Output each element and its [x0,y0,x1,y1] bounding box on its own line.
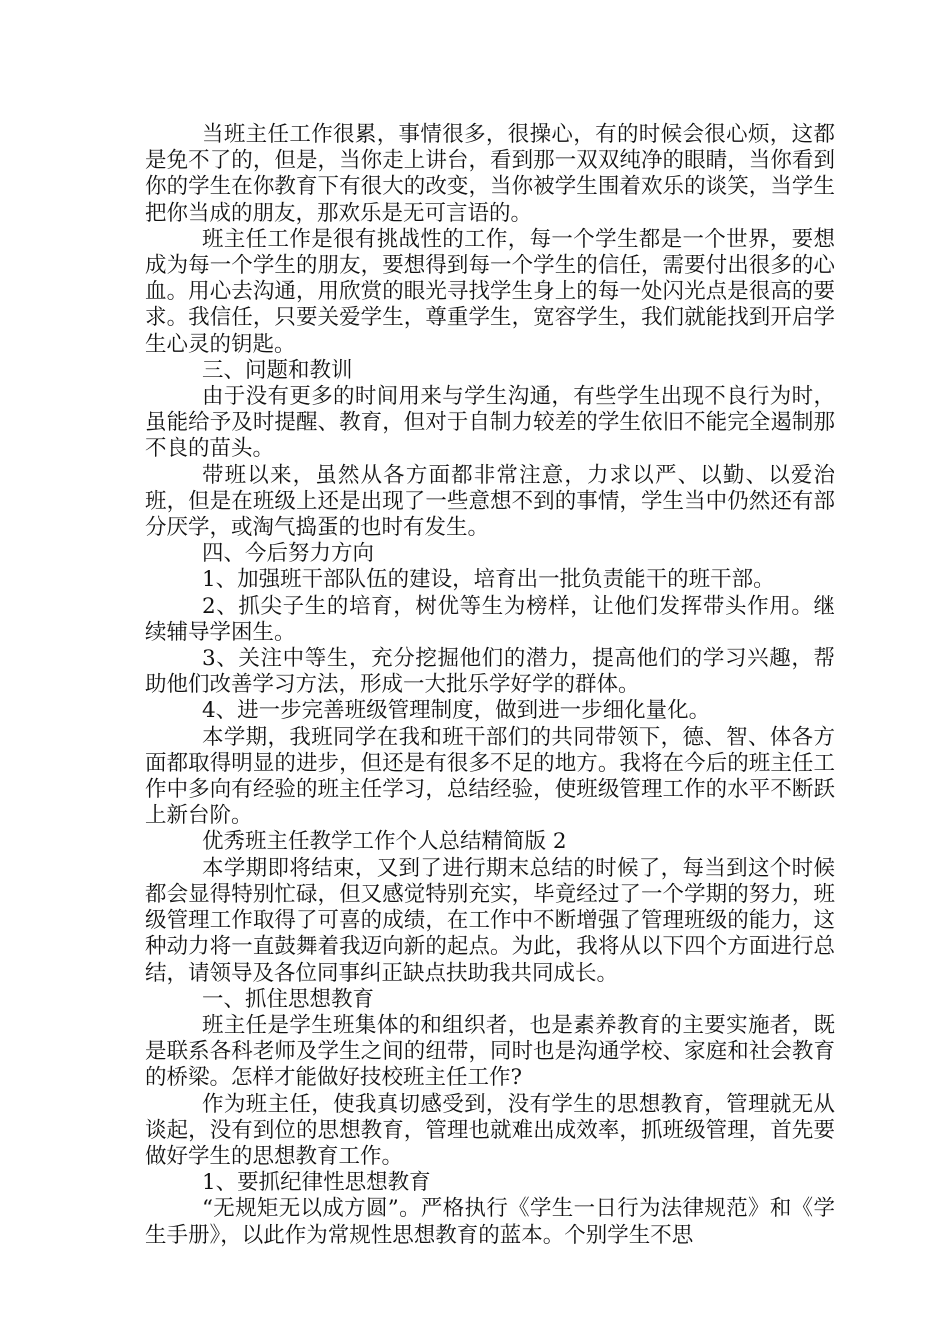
paragraph: 由于没有更多的时间用来与学生沟通，有些学生出现不良行为时，虽能给予及时提醒、教育，但对于自制力较差的学生依旧不能完全遏制那不良的苗头。 [145,384,835,462]
list-item: 3、关注中等生，充分挖掘他们的潜力，提高他们的学习兴趣，帮助他们改善学习方法，形成一大批乐学好学的群体。 [145,646,835,698]
section-heading: 一、抓住思想教育 [202,986,375,1012]
list-item: 4、进一步完善班级管理制度，做到进一步细化量化。 [202,698,711,724]
subsection-heading: 1、要抓纪律性思想教育 [202,1170,431,1196]
section-heading: 三、问题和教训 [202,357,353,383]
paragraph: 作为班主任，使我真切感受到，没有学生的思想教育，管理就无从谈起，没有到位的思想教育，管理也就难出成效率，抓班级管理，首先要做好学生的思想教育工作。 [145,1091,835,1169]
paragraph: 带班以来，虽然从各方面都非常注意，力求以严、以勤、以爱治班，但是在班级上还是出现了一些意想不到的事情，学生当中仍然还有部分厌学，或淘气捣蛋的也时有发生。 [145,462,835,541]
list-item: 2、抓尖子生的培育，树优等生为榜样，让他们发挥带头作用。继续辅导学困生。 [145,593,835,645]
paragraph: “无规矩无以成方圆”。严格执行《学生一日行为法律规范》和《学生手册》，以此作为常规性思想教育的蓝本。个别学生不思 [145,1196,835,1248]
document-body [145,122,835,1249]
list-item: 1、加强班干部队伍的建设，培育出一批负责能干的班干部。 [202,567,775,593]
paragraph: 班主任是学生班集体的和组织者，也是素养教育的主要实施者，既是联系各科老师及学生之间的纽带，同时也是沟通学校、家庭和社会教育的桥梁。怎样才能做好技校班主任工作? [145,1012,835,1091]
document-subtitle: 优秀班主任教学工作个人总结精简版 2 [202,829,567,855]
paragraph: 本学期，我班同学在我和班干部们的共同带领下，德、智、体各方面都取得明显的进步，但还是有很多不足的地方。我将在今后的班主任工作中多向有经验的班主任学习，总结经验，使班级管理工作的水平不断跃上新台阶。 [145,724,835,829]
section-heading: 四、今后努力方向 [202,541,375,567]
paragraph: 班主任工作是很有挑战性的工作，每一个学生都是一个世界，要想成为每一个学生的朋友，要想得到每一个学生的信任，需要付出很多的心血。用心去沟通，用欣赏的眼光寻找学生身上的每一处闪光点是很高的要求。我信任，只要关爱学生，尊重学生，宽容学生，我们就能找到开启学生心灵的钥匙。 [145,226,835,357]
paragraph: 本学期即将结束，又到了进行期末总结的时候了，每当到这个时候都会显得特别忙碌，但又感觉特别充实，毕竟经过了一个学期的努力，班级管理工作取得了可喜的成绩，在工作中不断增强了管理班级的能力，这种动力将一直鼓舞着我迈向新的起点。为此，我将从以下四个方面进行总结，请领导及各位同事纠正缺点扶助我共同成长。 [145,855,835,986]
paragraph: 当班主任工作很累，事情很多，很操心，有的时候会很心烦，这都是免不了的，但是，当你走上讲台，看到那一双双纯净的眼睛，当你看到你的学生在你教育下有很大的改变，当你被学生围着欢乐的谈笑，当学生把你当成的朋友，那欢乐是无可言语的。 [145,122,835,226]
